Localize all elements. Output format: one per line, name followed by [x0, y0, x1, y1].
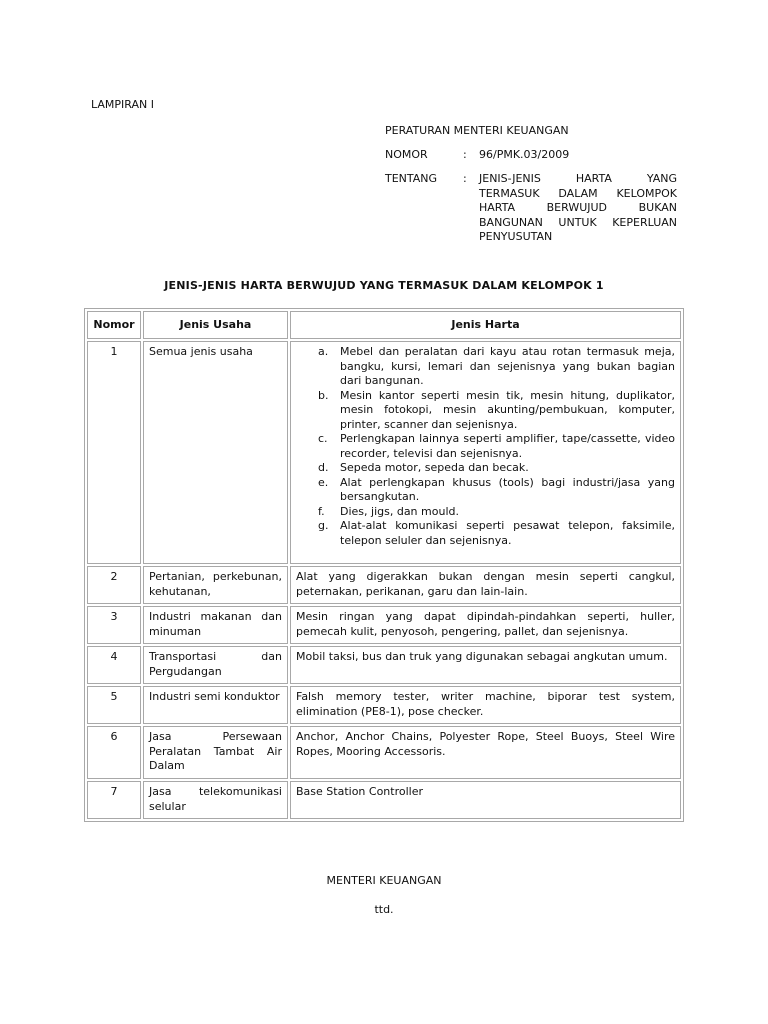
row-number: 7 [87, 781, 141, 819]
business-type: Semua jenis usaha [143, 341, 288, 564]
asset-types: Alat yang digerakkan bukan dengan mesin seperti cangkul, peternakan, perikanan, garu dan lain-lain. [290, 566, 681, 604]
row-number: 4 [87, 646, 141, 684]
item-text: Mesin kantor seperti mesin tik, mesin hitung, duplikator, mesin fotokopi, mesin akunting/pembukuan, komputer, printer, scanner dan sejenisnya. [340, 388, 675, 431]
asset-types: Falsh memory tester, writer machine, biporar test system, elimination (PE8-1), pose checker. [290, 686, 681, 724]
asset-types: Anchor, Anchor Chains, Polyester Rope, Steel Buoys, Steel Wire Ropes, Mooring Accessoris. [290, 726, 681, 779]
business-type-line: Pertanian, perkebunan, [149, 570, 282, 583]
row-number: 5 [87, 686, 141, 724]
tentang-colon: : [463, 172, 467, 185]
item-marker: f. [318, 504, 325, 518]
table-row [87, 726, 681, 779]
tentang-line: JENIS-JENIS HARTA YANG [479, 172, 677, 185]
business-type [143, 726, 288, 779]
item-marker: d. [318, 461, 329, 474]
tentang-line: BANGUNAN UNTUK KEPERLUAN [479, 215, 677, 229]
regulation-title: PERATURAN MENTERI KEUANGAN [385, 124, 569, 137]
header-jenis-usaha: Jenis Usaha [143, 311, 288, 339]
header-nomor: Nomor [87, 311, 141, 339]
list-item [318, 476, 675, 505]
item-marker: c. [318, 432, 328, 445]
nomor-colon: : [463, 148, 467, 161]
item-text: Dies, jigs, dan mould. [340, 504, 459, 518]
table-header-row [87, 311, 681, 339]
item-marker: a. [318, 345, 329, 358]
row-number: 6 [87, 726, 141, 779]
business-type [143, 686, 288, 724]
table-row [87, 566, 681, 604]
lampiran-label: LAMPIRAN I [91, 98, 154, 111]
item-marker: b. [318, 388, 329, 402]
list-item [318, 519, 675, 548]
list-item [318, 432, 675, 461]
tentang-text [479, 172, 677, 245]
item-marker: g. [318, 519, 329, 532]
business-type-line: Industri semi konduktor [149, 690, 280, 703]
item-text: Alat-alat komunikasi seperti pesawat telepon, faksimile, telepon seluler dan sejenisnya. [340, 519, 675, 547]
business-type-line: Pergudangan [149, 664, 222, 678]
row-number: 2 [87, 566, 141, 604]
asset-list [296, 345, 675, 548]
list-item [318, 505, 675, 520]
item-text: Alat perlengkapan khusus (tools) bagi industri/jasa yang bersangkutan. [340, 475, 675, 503]
table-row [87, 606, 681, 644]
tentang-line: HARTA BERWUJUD BUKAN [479, 201, 677, 214]
item-text: Perlengkapan lainnya seperti amplifier, tape/cassette, video recorder, televisi dan sejenisnya. [340, 432, 675, 460]
list-item [318, 461, 675, 476]
item-text: Mebel dan peralatan dari kayu atau rotan termasuk meja, bangku, kursi, lemari dan sejenisnya yang bukan bagian dari bangunan. [340, 345, 675, 387]
item-marker: e. [318, 475, 329, 489]
business-type [143, 646, 288, 684]
list-item [318, 345, 675, 389]
tentang-line: TERMASUK DALAM KELOMPOK [479, 186, 677, 200]
header-jenis-harta: Jenis Harta [290, 311, 681, 339]
business-type-line: selular [149, 799, 186, 813]
table-row [87, 686, 681, 724]
table-row [87, 646, 681, 684]
nomor-value: 96/PMK.03/2009 [479, 148, 570, 161]
table-row [87, 341, 681, 564]
business-type-line: minuman [149, 624, 202, 638]
list-item [318, 389, 675, 433]
asset-types: Mesin ringan yang dapat dipindah-pindahkan seperti, huller, pemecah kulit, penyosoh, pengering, pallet, dan sejenisnya. [290, 606, 681, 644]
row-number: 3 [87, 606, 141, 644]
business-type [143, 606, 288, 644]
business-type-line: Transportasi dan [149, 650, 282, 663]
asset-table [84, 308, 684, 822]
row-number: 1 [87, 341, 141, 564]
tentang-line: PENYUSUTAN [479, 230, 553, 243]
asset-types: Mobil taksi, bus dan truk yang digunakan sebagai angkutan umum. [290, 646, 681, 684]
business-type [143, 781, 288, 819]
nomor-label: NOMOR [385, 148, 428, 161]
asset-types: Base Station Controller [290, 781, 681, 819]
business-type-line: Jasa Persewaan [149, 730, 282, 743]
signature-ttd: ttd. [374, 903, 394, 916]
business-type-line: Industri makanan dan [149, 610, 282, 623]
business-type [143, 566, 288, 604]
business-type-line: Peralatan Tambat Air [149, 744, 282, 758]
signatory-title: MENTERI KEUANGAN [326, 874, 442, 887]
business-type-line: Dalam [149, 759, 185, 772]
business-type-line: kehutanan, [149, 584, 211, 598]
business-type-line: Jasa telekomunikasi [149, 785, 282, 798]
document-title: JENIS-JENIS HARTA BERWUJUD YANG TERMASUK DALAM KELOMPOK 1 [164, 279, 604, 292]
item-text: Sepeda motor, sepeda dan becak. [340, 461, 529, 474]
table-row [87, 781, 681, 819]
asset-types [290, 341, 681, 564]
tentang-label: TENTANG [385, 172, 438, 185]
